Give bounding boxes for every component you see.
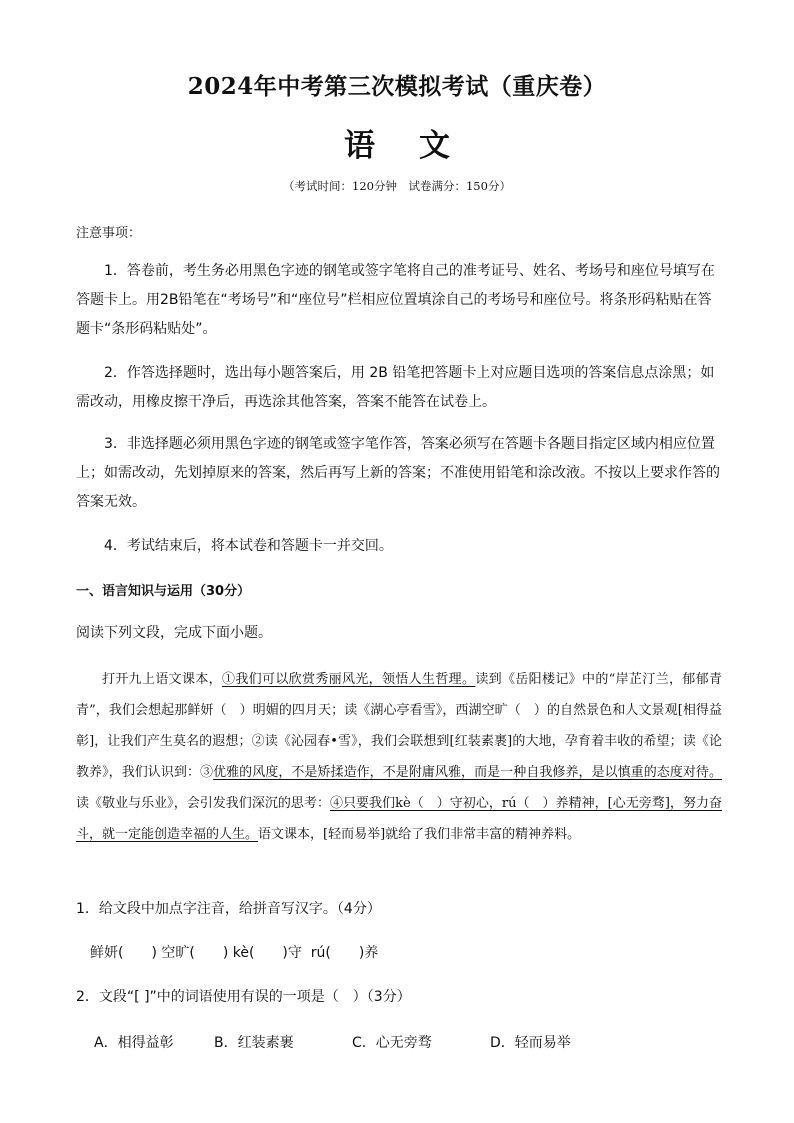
option-c: C．心无旁骛 [352,1035,432,1051]
subject-char-1: 语 [344,128,375,164]
question-1-stem: 1．给文段中加点字注音，给拼音写汉字。（4分） [76,901,381,917]
reading-instruction: 阅读下列文段，完成下面小题。 [76,625,272,641]
notice-item-3: 3．非选择题必须用黑色字迹的钢笔或签字笔作答，答案必须写在答题卡各题目指定区域内相应位置上；如需改动，先划掉原来的答案，然后再写上新的答案；不准使用铅笔和涂改液。不按以上要求作答的答案无效。 [76,436,720,510]
passage-underline-3: ④只要我们kè（ ）守初心，rú（ ）养精神，[心无旁骛]，努力奋斗，就一定能创造幸福的人生。 [76,796,722,842]
subject-char-2: 文 [419,128,450,164]
passage-part-4: 语文课本，[轻而易举]就给了我们非常丰富的精神养料。 [258,827,581,842]
section-heading: 一、语言知识与运用（30分） [76,584,251,599]
option-d: D．轻而易举 [490,1035,571,1051]
notice-item-2: 2．作答选择题时，选出每小题答案后，用 2B 铅笔把答题卡上对应题目选项的答案信息点涂黑；如需改动，用橡皮擦干净后，再选涂其他答案，答案不能答在试卷上。 [76,365,715,410]
option-b: B．红装素裹 [214,1035,294,1051]
notice-item-4: 4．考试结束后，将本试卷和答题卡一并交回。 [104,538,393,554]
passage-underline-1: ①我们可以欣赏秀丽风光，领悟人生哲理。 [222,672,476,687]
passage-part-2: 读到《岳阳楼记》中的“岸芷汀兰，郁郁青青”，我们会想起那鲜妍（ ）明媚的四月天；读《湖心亭看雪》，西湖空旷（ ）的自然景色和人文景观[相得益彰]，让我们产生莫名的遐想；②读《沁园春•雪》，我们会联想到[红装素裹]的大地，孕育着丰收的希望；读《论教养》，我们认识到：③ [76,672,722,780]
passage-underline-2: 优雅的风度，不是矫揉造作，不是附庸风雅，而是一种自我修养，是以慎重的态度对待。 [213,765,722,780]
question-2-stem: 2．文段“[ ]”中的词语使用有误的一项是（ ）（3分） [76,989,411,1005]
subject-title [0,120,794,165]
passage-part-1: 打开九上语文课本， [102,672,222,687]
exam-title: 2024年中考第三次模拟考试（重庆卷） [187,73,607,100]
reading-passage [76,664,722,850]
notice-heading: 注意事项： [76,226,142,241]
question-1-items: 鲜妍( ) 空旷( ) kè( )守 rú( )养 [90,945,379,961]
exam-info: （考试时间：120分钟 试卷满分：150分） [283,179,511,193]
passage-part-3: 读《敬业与乐业》，会引发我们深沉的思考： [76,796,330,811]
notice-item-1: 1．答卷前，考生务必用黑色字迹的钢笔或签字笔将自己的准考证号、姓名、考场号和座位号填写在答题卡上。用2B铅笔在“考场号”和“座位号”栏相应位置填涂自己的考场号和座位号。将条形码粘贴在答题卡“条形码粘贴处”。 [76,263,715,337]
option-a: A．相得益彰 [94,1035,174,1051]
